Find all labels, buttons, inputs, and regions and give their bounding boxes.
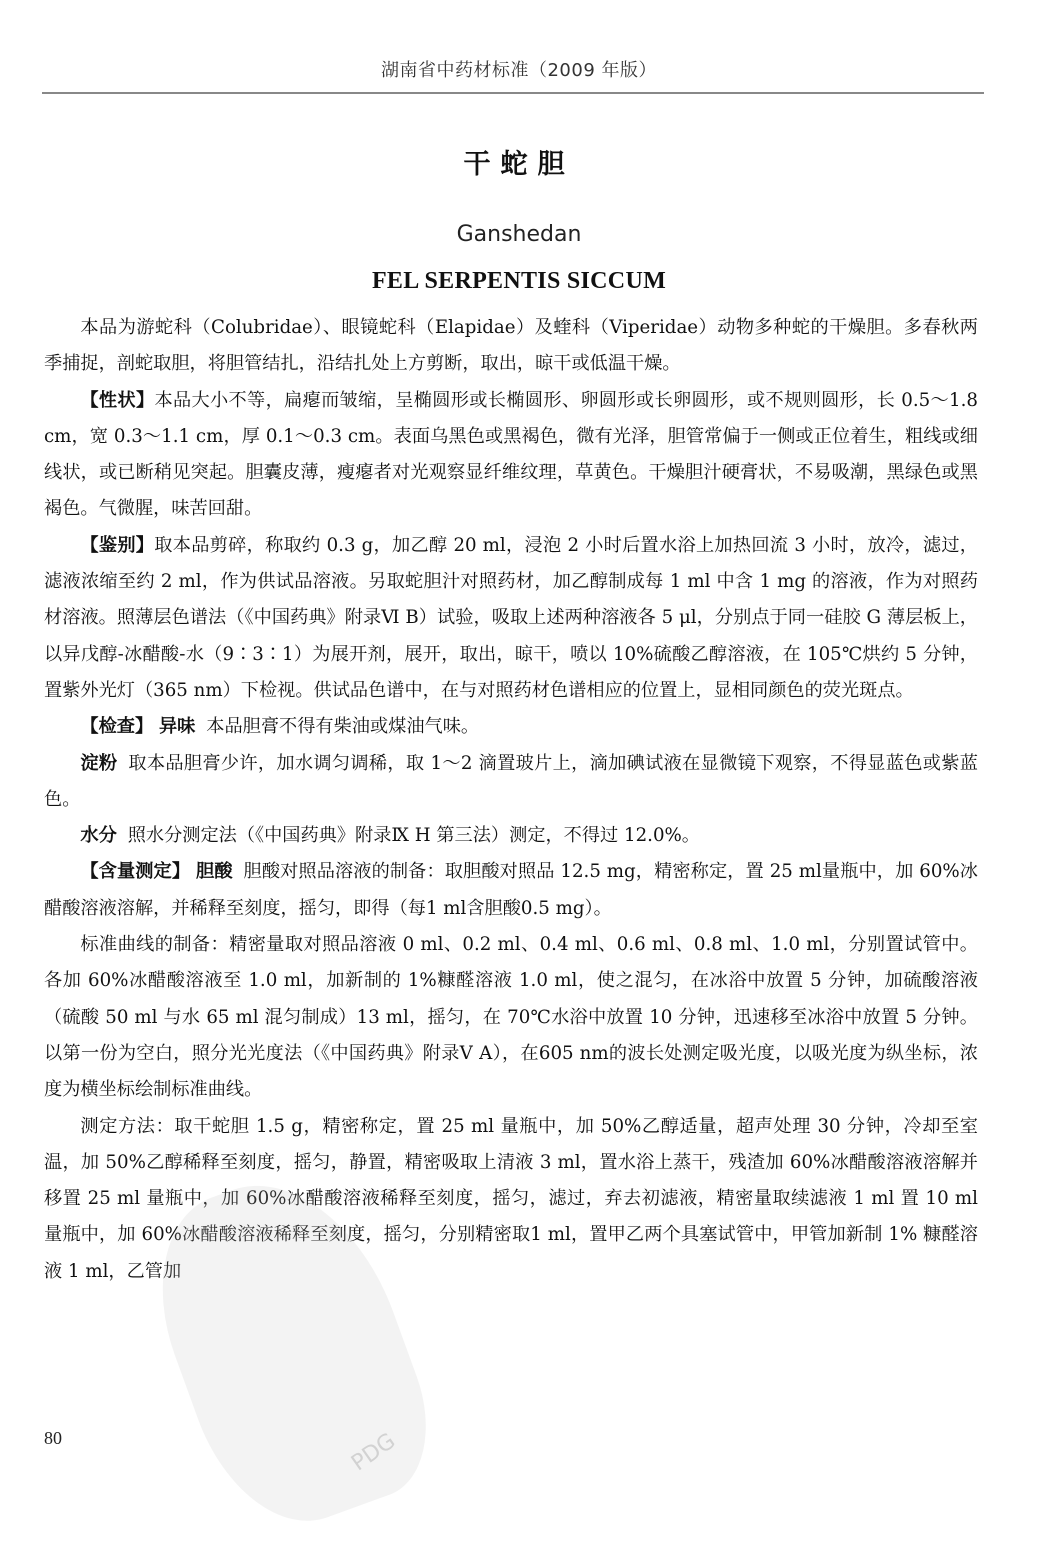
latin-name: FEL SERPENTIS SICCUM	[371, 268, 667, 294]
characters-paragraph	[44, 383, 978, 528]
inspection-paragraph-starch	[44, 746, 978, 819]
section-label-assay: 【含量测定】	[80, 861, 191, 883]
intro-paragraph: 本品为游蛇科（Colubridae）、眼镜蛇科（Elapidae）及蝰科（Viperidae）动物多种蛇的干燥胆。多春秋两季捕捉，剖蛇取胆，将胆管结扎，沿结扎处上方剪断，取出，晾干或低温干燥。	[44, 317, 978, 375]
sub-label-cholic-acid: 胆酸	[196, 861, 233, 883]
section-label-characters: 【性状】	[80, 389, 155, 411]
characters-text: 本品大小不等，扁瘪而皱缩，呈椭圆形或长椭圆形、卵圆形或长卵圆形，或不规则圆形，长 0.5～1.8 cm，宽 0.3～1.1 cm，厚 0.1～0.3 cm。表面乌黑色或黑褐色，微有光泽，胆管常偏于一侧或正位着生，粗线或细线状，或已断稍见突起。胆囊皮薄，瘦瘪者对光观察显纤维纹理，草黄色。干燥胆汁硬膏状，不易吸潮，黑绿色或黑褐色。气微腥，味苦回甜。	[44, 389, 978, 520]
water-text: 照水分测定法（《中国药典》附录Ⅸ H 第三法）测定，不得过 12.0%。	[127, 825, 700, 847]
sub-label-water: 水分	[80, 825, 117, 847]
section-label-identification: 【鉴别】	[80, 534, 155, 556]
page-number: 80	[44, 1428, 62, 1448]
identification-text: 取本品剪碎，称取约 0.3 g，加乙醇 20 ml，浸泡 2 小时后置水浴上加热回流 3 小时，放冷，滤过，滤液浓缩至约 2 ml，作为供试品溶液。另取蛇胆汁对照药材，加乙醇制成每 1 ml 中含 1 mg 的溶液，作为对照药材溶液。照薄层色谱法（《中国药典》附录Ⅵ B）试验，吸取上述两种溶液各 5 μl，分别点于同一硅胶 G 薄层板上，以异戊醇-冰醋酸-水（9∶3∶1）为展开剂，展开，取出，晾干，喷以 10%硫酸乙醇溶液，在 105℃烘约 5 分钟，置紫外光灯（365 nm）下检视。供试品色谱中，在与对照药材色谱相应的位置上，显相同颜色的荧光斑点。	[44, 534, 978, 701]
sub-label-starch: 淀粉	[80, 752, 118, 774]
watermark-text: PDG	[347, 1428, 401, 1477]
reference-solution-text: 胆酸对照品溶液的制备：取胆酸对照品 12.5 mg，精密称定，置 25 ml量瓶中，加 60%冰醋酸溶液溶解，并稀释至刻度，摇匀，即得（每1 ml含胆酸0.5 mg）。	[44, 861, 978, 919]
assay-paragraph-curve: 标准曲线的制备：精密量取对照品溶液 0 ml、0.2 ml、0.4 ml、0.6 ml、0.8 ml、1.0 ml，分别置试管中。各加 60%冰醋酸溶液至 1.0 ml，加新制的 1%糠醛溶液 1.0 ml，使之混匀，在冰浴中放置 5 分钟，加硫酸溶液（硫酸 50 ml 与水 65 ml 混匀制成）13 ml，摇匀，在 70℃水浴中放置 10 分钟，迅速移至冰浴中放置 5 分钟。以第一份为空白，照分光光度法（《中国药典》附录Ⅴ A），在605 nm的波长处测定吸光度，以吸光度为纵坐标，浓度为横坐标绘制标准曲线。	[44, 934, 978, 1101]
starch-text: 取本品胆膏少许，加水调匀调稀，取 1～2 滴置玻片上，滴加碘试液在显微镜下观察，不得显蓝色或紫蓝色。	[44, 752, 978, 810]
sub-label-odor: 异味	[158, 716, 196, 738]
assay-paragraph-reference	[44, 854, 978, 927]
inspection-paragraph-water	[44, 818, 978, 854]
monograph-body	[44, 310, 978, 1290]
monograph-title: 干蛇胆	[463, 149, 575, 180]
running-header: 湖南省中药材标准（2009 年版）	[380, 60, 658, 81]
header-divider	[42, 92, 984, 94]
section-label-inspection: 【检查】	[80, 716, 154, 738]
inspection-paragraph-odor	[44, 709, 978, 745]
odor-text: 本品胆膏不得有柴油或煤油气味。	[206, 716, 480, 738]
assay-paragraph-method: 测定方法：取干蛇胆 1.5 g，精密称定，置 25 ml 量瓶中，加 50%乙醇适量，超声处理 30 分钟，冷却至室温，加 50%乙醇稀释至刻度，摇匀，静置，精密吸取上清液 3 ml，置水浴上蒸干，残渣加 60%冰醋酸溶液溶解并移置 25 ml 量瓶中，加 60%冰醋酸溶液稀释至刻度，摇匀，滤过，弃去初滤液，精密量取续滤液 1 ml 置 10 ml 量瓶中，加 60%冰醋酸溶液稀释至刻度，摇匀，分别精密取1 ml，置甲乙两个具塞试管中，甲管加新制 1% 糠醛溶液 1 ml，乙管加	[44, 1115, 978, 1282]
identification-paragraph	[44, 528, 978, 709]
pinyin-name: Ganshedan	[456, 222, 582, 247]
